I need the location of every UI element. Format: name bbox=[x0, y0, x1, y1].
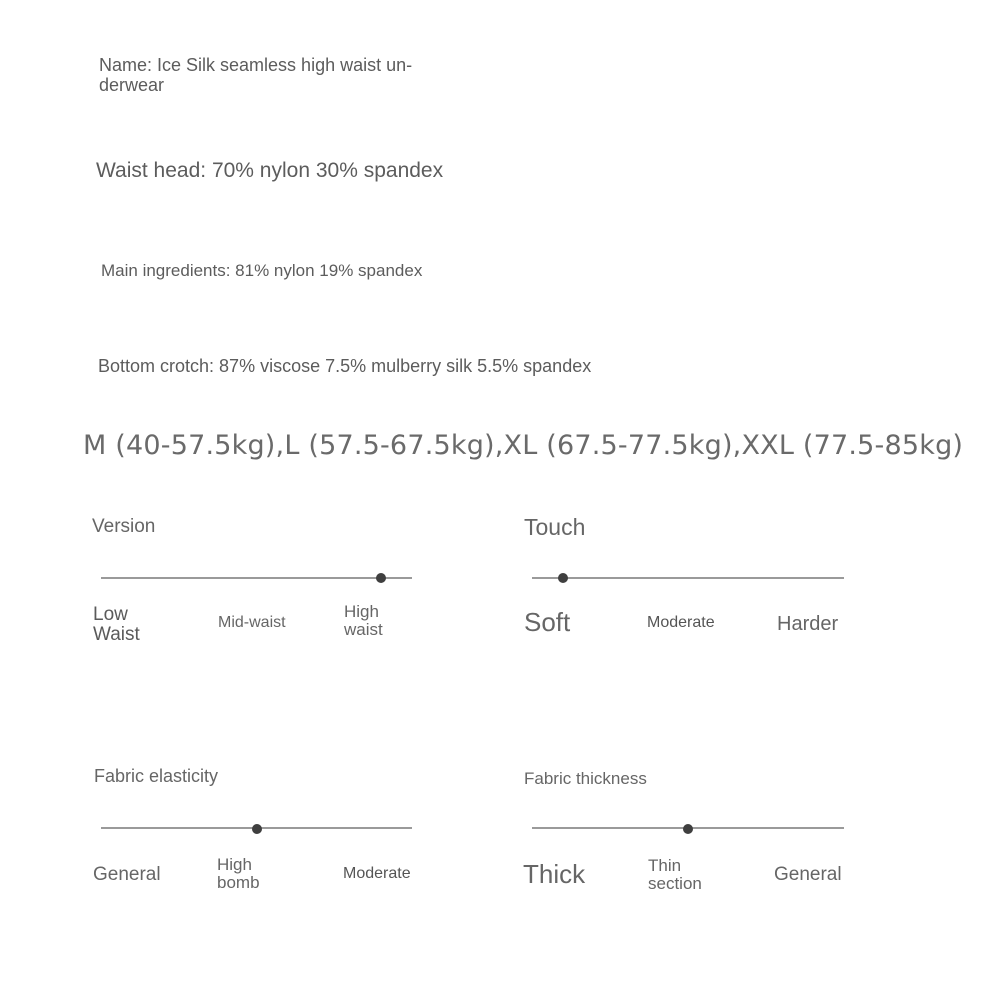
product-name: Name: Ice Silk seamless high waist underwear bbox=[99, 55, 413, 95]
scale-thickness-marker bbox=[683, 824, 693, 834]
scale-elasticity-label-moderate: Moderate bbox=[343, 865, 411, 882]
scale-touch-title: Touch bbox=[524, 514, 586, 540]
bottom-crotch-composition: Bottom crotch: 87% viscose 7.5% mulberry silk 5.5% spandex bbox=[98, 356, 592, 376]
size-chart: M (40-57.5kg),L (57.5-67.5kg),XL (67.5-77.5kg),XXL (77.5-85kg) bbox=[83, 430, 964, 461]
scale-version-title: Version bbox=[92, 516, 156, 537]
main-ingredients-composition: Main ingredients: 81% nylon 19% spandex bbox=[101, 261, 423, 280]
scale-elasticity-label-high-bomb: High bomb bbox=[217, 855, 260, 892]
scale-elasticity-label-general: General bbox=[93, 864, 161, 885]
scale-version-label-high: High waist bbox=[344, 602, 383, 639]
scale-thickness-label-thin-section: Thin section bbox=[648, 856, 702, 893]
waist-head-composition: Waist head: 70% nylon 30% spandex bbox=[96, 159, 444, 182]
scale-version-label-mid: Mid-waist bbox=[218, 614, 286, 631]
scale-version-label-low: Low Waist bbox=[93, 604, 140, 645]
scale-touch-label-soft: Soft bbox=[524, 607, 571, 637]
scale-thickness-label-general: General bbox=[774, 864, 842, 885]
scale-thickness-label-thick: Thick bbox=[523, 859, 586, 889]
scale-touch-track bbox=[532, 577, 844, 579]
scale-touch-marker bbox=[558, 573, 568, 583]
scale-touch-label-harder: Harder bbox=[777, 613, 839, 635]
scale-version-marker bbox=[376, 573, 386, 583]
scale-thickness-title: Fabric thickness bbox=[524, 769, 647, 788]
scale-elasticity-title: Fabric elasticity bbox=[94, 766, 219, 786]
scale-touch-label-moderate: Moderate bbox=[647, 614, 715, 631]
scale-elasticity-marker bbox=[252, 824, 262, 834]
scale-version-track bbox=[101, 577, 412, 579]
